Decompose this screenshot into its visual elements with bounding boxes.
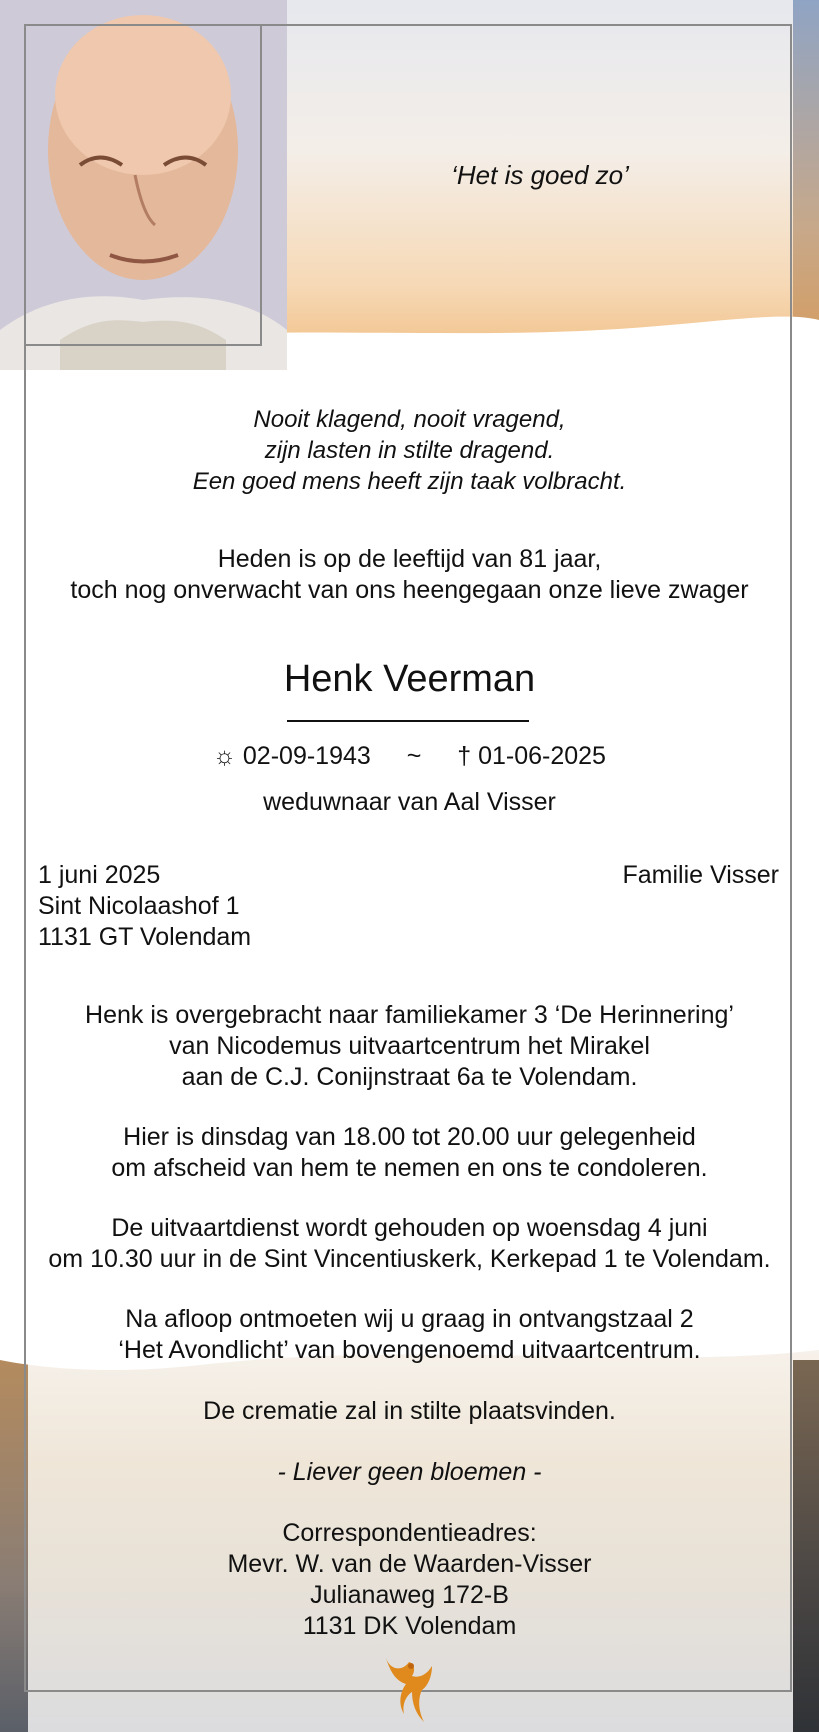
intro-line: Heden is op de leeftijd van 81 jaar, (217, 545, 602, 573)
paragraph-line: - Liever geen bloemen - (277, 1458, 542, 1486)
address-line: 1131 GT Volendam (38, 923, 252, 951)
date-separator: ~ (406, 742, 422, 770)
widower-line: weduwnaar van Aal Visser (263, 788, 556, 816)
visitation-paragraph (0, 1122, 819, 1184)
paragraph-line: Henk is overgebracht naar familiekamer 3 ‘De Herinnering’ (85, 1001, 734, 1029)
paragraph-line: ‘Het Avondlicht’ van bovengenoemd uitvaartcentrum. (118, 1336, 701, 1364)
paragraph-line: De crematie zal in stilte plaatsvinden. (203, 1397, 616, 1425)
phoenix-bird-icon (382, 1652, 436, 1728)
paragraph-line: Mevr. W. van de Waarden-Visser (227, 1550, 592, 1578)
reception-paragraph (0, 1304, 819, 1366)
sun-icon: ☼ (213, 742, 236, 770)
home-address (38, 860, 251, 953)
cremation-paragraph (0, 1396, 819, 1427)
paragraph-line: om afscheid van hem te nemen en ons te condoleren. (111, 1154, 708, 1182)
address-line: Sint Nicolaashof 1 (38, 892, 240, 920)
deceased-name: Henk Veerman (283, 658, 536, 700)
correspondence-address (0, 1518, 819, 1642)
poem-line: zijn lasten in stilte dragend. (264, 437, 555, 464)
poem-line: Een goed mens heeft zijn taak volbracht. (192, 468, 627, 495)
address-line: 1 juni 2025 (38, 861, 161, 889)
no-flowers-note (0, 1457, 819, 1488)
photo-border (24, 24, 262, 346)
paragraph-line: 1131 DK Volendam (302, 1612, 517, 1640)
cross-icon: † (457, 742, 472, 770)
transfer-paragraph (0, 1000, 819, 1093)
name-underline (287, 720, 529, 722)
paragraph-line: om 10.30 uur in de Sint Vincentiuskerk, Kerkepad 1 te Volendam. (48, 1245, 771, 1273)
poem-line: Nooit klagend, nooit vragend, (253, 406, 566, 433)
paragraph-line: Correspondentieadres: (282, 1519, 537, 1547)
quote-text: ‘Het is goed zo’ (451, 160, 629, 190)
service-paragraph (0, 1213, 819, 1275)
birth-date: 02-09-1943 (242, 742, 371, 770)
life-dates (0, 742, 819, 771)
paragraph-line: van Nicodemus uitvaartcentrum het Mirakel (169, 1032, 650, 1060)
paragraph-line: Hier is dinsdag van 18.00 tot 20.00 uur gelegenheid (123, 1123, 696, 1151)
paragraph-line: Julianaweg 172-B (310, 1581, 509, 1609)
paragraph-line: aan de C.J. Conijnstraat 6a te Volendam. (181, 1063, 638, 1091)
poem (0, 404, 819, 497)
intro-line: toch nog onverwacht van ons heengegaan onze lieve zwager (70, 576, 749, 604)
paragraph-line: Na afloop ontmoeten wij u graag in ontvangstzaal 2 (125, 1305, 694, 1333)
paragraph-line: De uitvaartdienst wordt gehouden op woensdag 4 juni (111, 1214, 708, 1242)
death-date: 01-06-2025 (478, 742, 606, 770)
announcement-intro (0, 544, 819, 606)
family-signature: Familie Visser (622, 861, 779, 889)
